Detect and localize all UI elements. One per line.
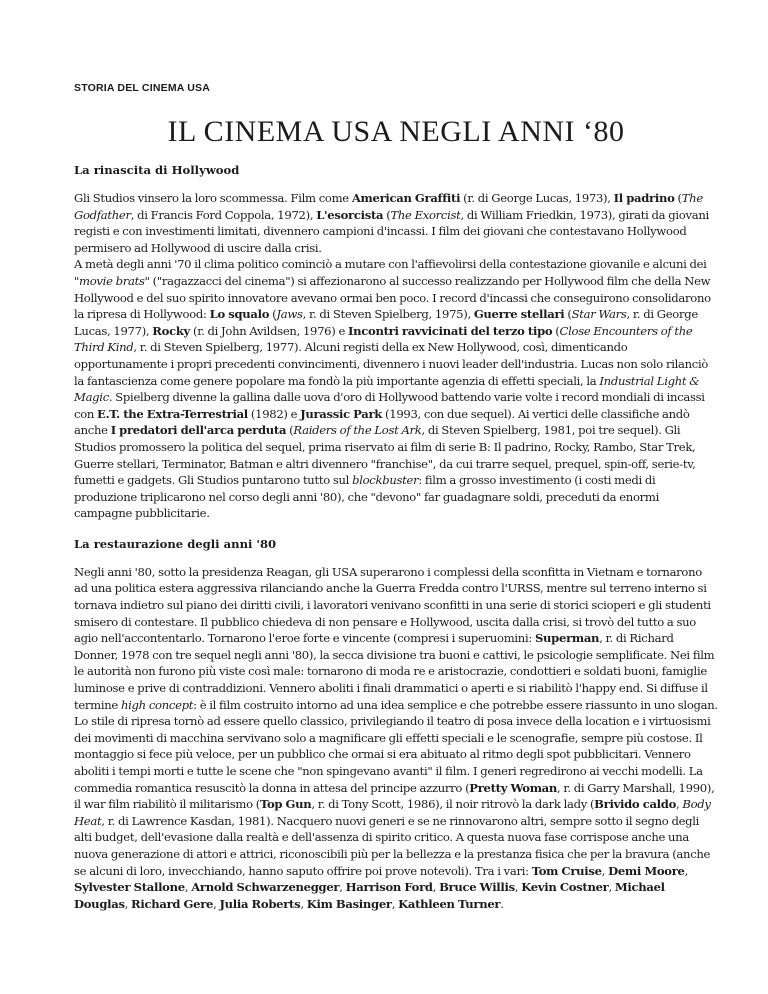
bold-title: Rocky: [152, 323, 190, 338]
bold-title: E.T. the Extra-Terrestrial: [97, 406, 248, 421]
bold-title: Superman: [534, 631, 600, 646]
text-run: (r. di John Avildsen, 1976) e: [190, 323, 349, 338]
bold-title: Kathleen Turner: [398, 896, 501, 911]
section-restaurazione: [74, 536, 718, 912]
text-run: , r. di George Lucas, 1977),: [74, 307, 698, 338]
section-heading: La restaurazione degli anni '80: [74, 536, 277, 551]
italic-title: The Exorcist: [390, 207, 461, 222]
text-run: .: [500, 896, 504, 911]
text-run: , r. di Tony Scott, 1986), il noir ritrovò la dark lady (: [311, 797, 595, 812]
italic-title: Close Encounters of the Third Kind: [74, 323, 693, 355]
italic-title: high concept: [120, 697, 194, 712]
text-run: ,: [300, 896, 307, 911]
text-run: ,: [391, 896, 399, 911]
section-paragraph: [74, 190, 718, 522]
text-run: (1982) e: [247, 406, 301, 421]
italic-title: Jaws: [276, 307, 303, 322]
page-title: IL CINEMA USA NEGLI ANNI ‘80: [167, 115, 625, 148]
bold-title: Lo squalo: [209, 307, 270, 322]
text-run: ,: [339, 880, 346, 895]
section-paragraph: [74, 564, 718, 912]
italic-title: Industrial Light & Magic: [74, 373, 700, 405]
bold-title: Pretty Woman: [469, 780, 557, 795]
bold-title: Guerre stellari: [473, 307, 565, 322]
text-run: , di Steven Spielberg, 1981, poi tre sequel). Gli Studios promossero la politica del sequel, prima riservato ai film di serie B: Il padrino, Rocky, Rambo, Star Trek, Guerre stellari, Terminator, Batman e altri divennero "franchise", da cui trarre sequel, prequel, spin-off, serie-tv, fumetti e gadgets. Gli Studios puntarono tutto sul: [74, 423, 696, 488]
italic-title: Raiders of the Lost Ark: [293, 423, 422, 438]
bold-title: American Graffiti: [351, 191, 461, 205]
bold-title: Incontri ravvicinati del terzo tipo: [348, 323, 553, 338]
bold-title: Tom Cruise: [531, 863, 602, 878]
bold-title: Jurassic Park: [300, 406, 383, 421]
bold-title: Demi Moore: [608, 863, 685, 878]
italic-title: Star Wars: [571, 307, 627, 322]
italic-title: movie brats: [79, 273, 145, 288]
text-run: , r. di Richard Donner, 1978 con tre sequel negli anni '80), la secca divisione tra buoni e cattivi, le psicologie semplificate. Nei film le autorità non furono più viste così male: tornarono di moda re e aristocrazie, condottieri e soldati buoni, famiglie luminose e prive di contraddizioni. Vennero aboliti i finali drammatici o aperti e si riabilitò l'happy end. Si diffuse il termine: [74, 631, 715, 712]
text-run: , r. di Steven Spielberg, 1977). Alcuni registi della ex New Hollywood, così, dimenticando opportunamente i propri precedenti convincimenti, divennero i nuovi leader dell'industria. Lucas non solo rilanciò la fantascienza come genere popolare ma fondò la più importante agenzia di effetti speciali, la: [74, 340, 709, 388]
text-run: ,: [676, 797, 683, 812]
text-run: , r. di Steven Spielberg, 1975),: [302, 307, 474, 322]
bold-title: Harrison Ford: [345, 880, 433, 895]
document-kicker: STORIA DEL CINEMA USA: [74, 82, 211, 94]
text-run: (1993, con due sequel). Ai vertici delle classifiche andò anche: [74, 406, 690, 438]
text-run: ,: [514, 880, 522, 895]
bold-title: I predatori dell'arca perduta: [110, 423, 287, 438]
bold-title: L'esorcista: [316, 207, 384, 222]
bold-title: Bruce Willis: [439, 880, 515, 895]
text-run: A metà degli anni '70 il clima politico cominciò a mutare con l'affievolirsi della contestazione giovanile e alcuni dei ": [74, 257, 707, 288]
text-run: , r. di Garry Marshall, 1990), il war film riabilitò il militarismo (: [74, 780, 715, 812]
text-run: " ("ragazzacci del cinema") si affezionarono al successo realizzando per Hollywood film che della New Hollywood e del suo spirito innovatore avevano ormai ben poco. I record d'incassi che conseguirono consolidarono la ripresa di Hollywood:: [74, 273, 711, 322]
italic-title: Body Heat: [74, 797, 711, 828]
text-run: , di William Friedkin, 1973), girati da giovani registi e con investimenti limitati, divennero campioni d'incassi. I film dei giovani che contestavano Hollywood permisero ad Hollywood di uscire dalla crisi.: [74, 207, 709, 255]
text-run: (: [286, 423, 294, 438]
section-rinascita: [74, 162, 718, 522]
text-run: ,: [124, 896, 132, 911]
text-run: ,: [601, 863, 609, 878]
text-run: : film a grosso investimento (i costi medi di produzione triplicarono nel corso degli anni '80), che "devono" far guadagnare soldi, preceduti da enormi campagne pubblicitarie.: [74, 473, 659, 521]
section-heading: La rinascita di Hollywood: [74, 163, 240, 177]
bold-title: Il padrino: [613, 191, 675, 205]
text-run: (: [564, 307, 572, 322]
text-run: Gli Studios vinsero la loro scommessa. Film come: [74, 191, 352, 205]
bold-title: Arnold Schwarzenegger: [191, 880, 340, 895]
text-run: (: [674, 191, 682, 205]
text-run: Negli anni '80, sotto la presidenza Reagan, gli USA superarono i complessi della sconfitta in Vietnam e tornarono ad una politica estera aggressiva rilanciando anche la Guerra Fredda contro l'URSS, mentre sul terreno interno si tornava indietro sul piano dei diritti civili, i lavoratori venivano sconfitti in una serie di storici scioperi e gli studenti smisero di contestare. Il pubblico chiedeva di non pensare e Hollywood, uscita dalla crisi, si trovò del tutto a suo agio nell'accontentarlo. Tornarono l'eroe forte e vincente (compresi i superuomini:: [74, 564, 711, 646]
text-run: (: [383, 207, 391, 222]
text-run: (: [552, 323, 560, 338]
bold-title: Kevin Costner: [521, 880, 609, 895]
italic-title: The Godfather: [74, 191, 703, 222]
bold-title: Richard Gere: [131, 896, 214, 911]
text-run: ,: [184, 880, 192, 895]
text-run: ,: [432, 880, 440, 895]
italic-title: blockbuster: [352, 473, 419, 488]
text-run: , r. di Lawrence Kasdan, 1981). Nacquero nuovi generi e se ne rinnovarono altri, sempre sotto il segno degli alti budget, dell'evasione dalla realtà e dell'assenza di spirito critico. A questa nuova fase corrispose anche una nuova generazione di attori e attrici, riconoscibili più per la bellezza e la prestanza fisica che per la bravura (anche se alcuni di loro, invecchiando, hanno saputo offrire poi prove notevoli). Tra i vari:: [74, 813, 711, 878]
text-run: (: [269, 307, 277, 322]
text-run: (r. di George Lucas, 1973),: [460, 191, 614, 205]
bold-title: Julia Roberts: [219, 896, 301, 911]
text-run: ,: [684, 863, 689, 878]
bold-title: Sylvester Stallone: [74, 880, 185, 895]
text-run: ,: [213, 896, 220, 911]
bold-title: Kim Basinger: [306, 896, 392, 911]
text-run: . Spielberg divenne la gallina dalle uova d'oro di Hollywood battendo varie volte i record mondiali di incassi con: [74, 390, 705, 421]
text-run: : è il film costruito intorno ad una idea semplice e che potrebbe essere riassunto in uno slogan. Lo stile di ripresa tornò ad essere quello classico, privilegiando il teatro di posa invece della location e i virtuosismi dei movimenti di macchina servivano solo a magnificare gli effetti speciali e le scenografie, sempre più costose. Il montaggio si fece più veloce, per un pubblico che ormai si era abituato al ritmo degli spot pubblicitari. Vennero aboliti i tempi morti e tutte le scene che "non spingevano avanti" il film. I generi regredirono ai vecchi modelli. La commedia romantica resuscitò la donna in attesa del principe azzurro (: [74, 697, 718, 795]
text-run: , di Francis Ford Coppola, 1972),: [130, 207, 317, 222]
text-run: ,: [608, 880, 615, 895]
bold-title: Michael Douglas: [74, 880, 665, 911]
bold-title: Brivido caldo: [594, 797, 677, 812]
bold-title: Top Gun: [259, 797, 312, 812]
